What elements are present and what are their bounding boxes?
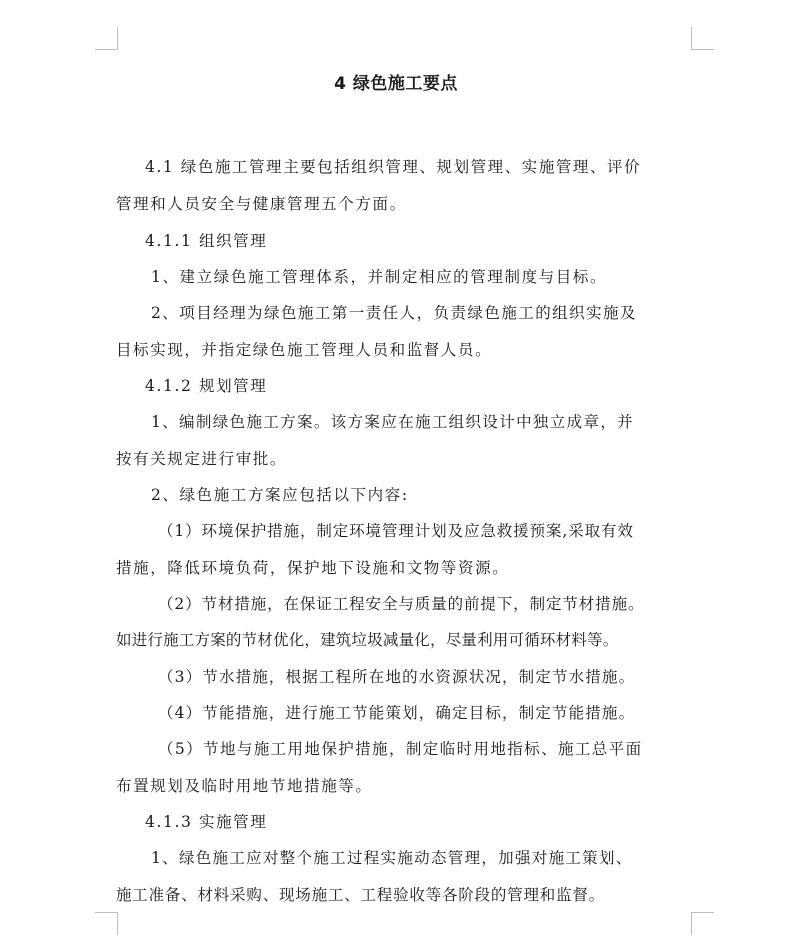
paragraph-line: （3）节水措施，根据工程所在地的水资源状况，制定节水措施。 xyxy=(158,668,636,686)
paragraph-line: 4.1 绿色施工管理主要包括组织管理、规划管理、实施管理、评价 xyxy=(145,158,642,176)
paragraph-line: （5）节地与施工用地保护措施，制定临时用地指标、施工总平面 xyxy=(158,740,643,758)
paragraph-line: 如进行施工方案的节材优化，建筑垃圾减量化，尽量利用可循环材料等。 xyxy=(116,631,619,649)
crop-mark-top-left xyxy=(95,27,118,50)
paragraph-line: 目标实现，并指定绿色施工管理人员和监督人员。 xyxy=(116,341,493,359)
paragraph-line: 1、编制绿色施工方案。该方案应在施工组织设计中独立成章，并 xyxy=(151,413,635,431)
paragraph-line: 1、建立绿色施工管理体系，并制定相应的管理制度与目标。 xyxy=(151,268,608,286)
section-title: 4 绿色施工要点 xyxy=(334,74,458,94)
subsection-heading: 4.1.1 组织管理 xyxy=(145,232,268,250)
paragraph-line: （1）环境保护措施，制定环境管理计划及应急救援预案,采取有效 xyxy=(158,522,634,540)
crop-mark-bottom-right xyxy=(691,912,714,935)
paragraph-line: （4）节能措施，进行施工节能策划，确定目标，制定节能措施。 xyxy=(158,704,636,722)
crop-mark-top-right xyxy=(691,27,714,50)
paragraph-line: 2、项目经理为绿色施工第一责任人，负责绿色施工的组织实施及 xyxy=(151,304,637,322)
paragraph-line: 2、绿色施工方案应包括以下内容: xyxy=(151,486,409,504)
paragraph-line: 1、绿色施工应对整个施工过程实施动态管理，加强对施工策划、 xyxy=(151,849,633,867)
paragraph-line: （2）节材措施，在保证工程安全与质量的前提下，制定节材措施。 xyxy=(158,595,645,613)
paragraph-line: 按有关规定进行审批。 xyxy=(116,450,288,468)
subsection-heading: 4.1.2 规划管理 xyxy=(145,377,268,395)
paragraph-line: 施工准备、材料采购、现场施工、工程验收等各阶段的管理和监督。 xyxy=(116,886,606,904)
crop-mark-bottom-left xyxy=(95,912,118,935)
paragraph-line: 布置规划及临时用地节地措施等。 xyxy=(116,777,373,795)
subsection-heading: 4.1.3 实施管理 xyxy=(145,813,268,831)
paragraph-line: 管理和人员安全与健康管理五个方面。 xyxy=(116,195,407,213)
paragraph-line: 措施，降低环境负荷，保护地下设施和文物等资源。 xyxy=(116,559,510,577)
